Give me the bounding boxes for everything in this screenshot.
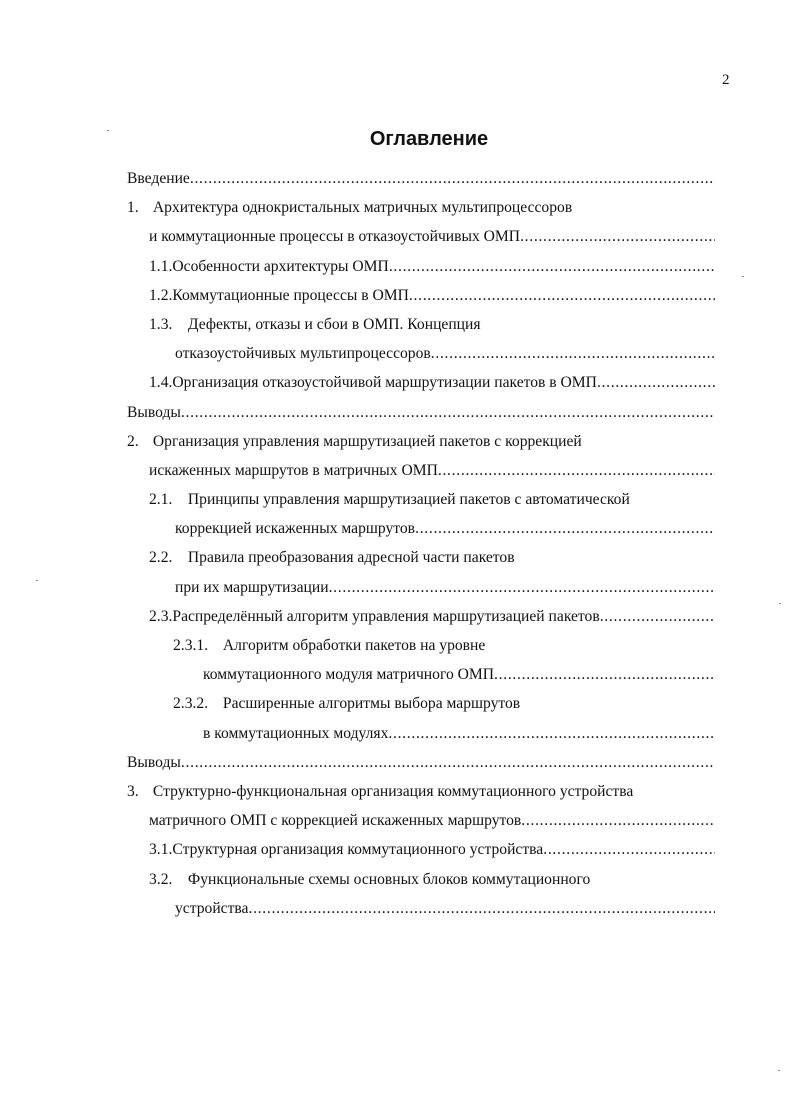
toc-entry-number: 1.1. <box>149 257 173 275</box>
toc-entry-text: Выводы <box>127 403 181 421</box>
toc-entry-2-3-2[interactable] <box>127 689 715 718</box>
toc-entry-text: Алгоритм обработки пакетов на уровне <box>222 637 486 654</box>
dot-leader <box>190 164 715 193</box>
toc-entry-text: Организация отказоустойчивой маршрутизации пакетов в ОМП <box>172 374 597 392</box>
toc-entry-text: Организация управления маршрутизацией пакетов с коррекцией <box>152 432 582 450</box>
toc-entry-chapter-1-cont[interactable] <box>127 222 715 251</box>
toc-entry-text: Коммутационные процессы в ОМП <box>172 286 409 304</box>
toc-entry-text: Расширенные алгоритмы выбора маршрутов <box>222 695 521 713</box>
toc-entry-text: коррекцией искаженных маршрутов <box>175 520 416 538</box>
toc-entry-number: 2.1. <box>149 491 173 509</box>
toc-entry-text: Структурно-функциональная организация коммутационного устройства <box>152 782 634 800</box>
toc-entry-3-2[interactable] <box>127 865 715 894</box>
toc-entry-text: Структурная организация коммутационного устройства <box>172 841 544 859</box>
toc-entry-1-3[interactable] <box>127 310 715 339</box>
toc-entry-number: 2. <box>127 432 139 450</box>
toc-entry-conclusions-2[interactable] <box>127 748 715 777</box>
dot-leader <box>409 281 715 310</box>
dot-leader <box>389 252 715 281</box>
toc-entry-number: 3.1. <box>149 841 173 859</box>
toc-entry-text: Функциональные схемы основных блоков коммутационного <box>187 870 591 888</box>
toc-entry-conclusions-1[interactable] <box>127 398 715 427</box>
toc-entry-2-3[interactable] <box>127 602 715 631</box>
toc-entry-3-1[interactable] <box>127 835 715 864</box>
toc-entry-text: Архитектура однокристальных матричных мультипроцессоров <box>152 199 573 217</box>
dot-leader <box>494 660 715 689</box>
toc-entry-number: 2.3.1. <box>173 637 209 654</box>
dot-leader <box>600 602 715 631</box>
toc-entry-chapter-2[interactable] <box>127 427 715 456</box>
toc-entry-number: 1.2. <box>149 286 173 304</box>
toc-entry-2-3-1-cont[interactable] <box>127 660 715 689</box>
toc-entry-2-1-cont[interactable] <box>127 514 715 543</box>
toc-entry-number: 2.3. <box>149 607 173 625</box>
toc-entry-2-2[interactable] <box>127 543 715 572</box>
toc-entry-number: 3. <box>127 782 139 800</box>
toc-entry-text: Принципы управления маршрутизацией пакетов с автоматической <box>187 491 630 509</box>
toc-entry-text: Выводы <box>127 753 181 771</box>
toc-entry-chapter-1[interactable] <box>127 193 715 222</box>
toc-entry-chapter-2-cont[interactable] <box>127 456 715 485</box>
toc-entry-number: 1.3. <box>149 315 173 333</box>
toc-entry-number: 2.2. <box>149 549 173 567</box>
scan-speck <box>778 1070 780 1071</box>
toc-entry-chapter-3-cont[interactable] <box>127 806 715 835</box>
dot-leader <box>329 573 715 602</box>
toc-entry-text: искаженных маршрутов в матричных ОМП <box>149 461 438 479</box>
toc-entry-number: 1. <box>127 199 139 217</box>
toc-entry-number: 1.4. <box>149 374 173 392</box>
toc-entry-text: Введение <box>127 170 190 187</box>
dot-leader <box>415 514 715 543</box>
toc-entry-text: матричного ОМП с коррекцией искаженных маршрутов <box>149 812 522 830</box>
toc-entry-2-1[interactable] <box>127 485 715 514</box>
scan-speck <box>107 130 109 131</box>
toc-entry-text: и коммутационные процессы в отказоустойчивых ОМП <box>149 228 521 246</box>
toc-entry-text: в коммутационных модулях <box>203 724 389 742</box>
dot-leader <box>521 806 715 835</box>
toc-entry-text: при их маршрутизации <box>175 578 329 596</box>
toc-entry-text: Распределённый алгоритм управления маршрутизацией пакетов <box>172 607 600 625</box>
table-of-contents <box>127 164 715 923</box>
toc-entry-2-3-2-cont[interactable] <box>127 719 715 748</box>
toc-entry-3-2-cont[interactable] <box>127 894 715 923</box>
toc-entry-1-3-cont[interactable] <box>127 339 715 368</box>
toc-entry-text: устройства <box>175 899 249 917</box>
toc-entry-number: 2.3.2. <box>173 695 209 713</box>
toc-title: Оглавление <box>369 128 489 150</box>
scan-speck <box>779 603 781 604</box>
toc-entry-text: отказоустойчивых мультипроцессоров <box>175 345 431 363</box>
toc-entry-text: коммутационного модуля матричного ОМП <box>203 666 495 684</box>
dot-leader <box>181 748 715 777</box>
scan-speck <box>742 276 744 277</box>
toc-entry-text: Дефекты, отказы и сбои в ОМП. Концепция <box>187 315 481 333</box>
toc-entry-text: Правила преобразования адресной части пакетов <box>187 549 515 567</box>
dot-leader <box>388 719 715 748</box>
toc-entry-introduction[interactable] <box>127 164 715 193</box>
scan-speck <box>36 580 38 581</box>
dot-leader <box>520 222 715 251</box>
toc-entry-1-1[interactable] <box>127 252 715 281</box>
toc-entry-text: Особенности архитектуры ОМП <box>172 257 389 275</box>
toc-entry-2-2-cont[interactable] <box>127 573 715 602</box>
toc-entry-chapter-3[interactable] <box>127 777 715 806</box>
dot-leader <box>597 368 715 397</box>
dot-leader <box>181 398 715 427</box>
dot-leader <box>543 835 715 864</box>
dot-leader <box>438 456 715 485</box>
toc-entry-1-4[interactable] <box>127 368 715 397</box>
toc-entry-2-3-1[interactable] <box>127 631 715 660</box>
toc-entry-number: 3.2. <box>149 870 173 888</box>
dot-leader <box>431 339 715 368</box>
dot-leader <box>248 894 715 923</box>
toc-entry-1-2[interactable] <box>127 281 715 310</box>
page-number: 2 <box>722 72 730 88</box>
